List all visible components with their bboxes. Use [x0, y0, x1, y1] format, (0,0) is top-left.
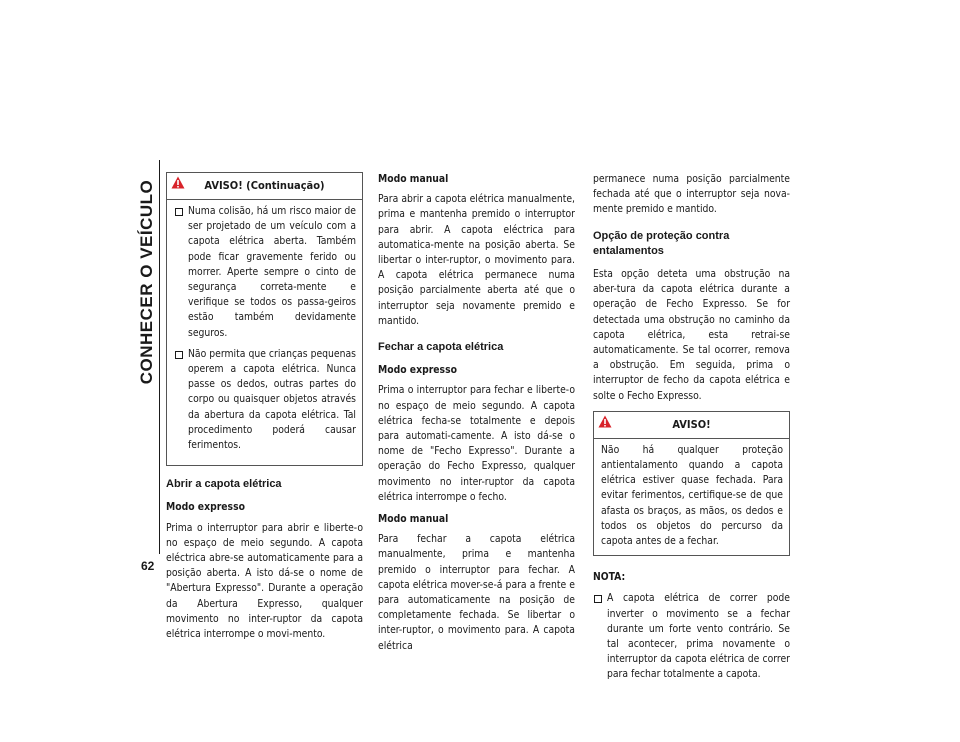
- warning-header: [167, 173, 362, 200]
- column-2: [378, 172, 575, 661]
- paragraph: Prima o interruptor para abrir e liberte-o no espaço de meio segundo. A capota eléctrica abre-se automaticamente para a posição aberta. A isto dá-se o nome de "Abertura Expresso". Durante a operação da Abertura Expresso, qualquer movimento no inter-ruptor da capota elétrica interrompe o movi-mento.: [166, 521, 363, 641]
- warning-title: AVISO!: [672, 417, 711, 431]
- note-item: A capota elétrica de correr pode inverter o movimento se a fechar durante um forte vento contrário. Se tal acontecer, prima novamente o interruptor da capota elétrica de correr para fechar totalmente a capota.: [593, 591, 790, 682]
- subheading: Modo manual: [378, 173, 449, 185]
- paragraph: Para fechar a capota elétrica manualmente, prima e mantenha premido o interruptor para fechar. A capota elétrica mover-se-á para a frente e para automaticamente na posição de completamente fechada. Se libertar o inter-ruptor, o movimento para. A capota elétrica: [378, 533, 575, 652]
- warning-text: Não há qualquer proteção antientalamento quando a capota elétrica estiver quase fechada. Para evitar ferimentos, certifique-se de que afasta os braços, as mãos, os dedos e todos os objetos do percurso da capota antes de a fechar.: [601, 443, 783, 548]
- paragraph: permanece numa posição parcialmente fechada até que o interruptor seja nova-mente premido e mantido.: [593, 173, 790, 216]
- warning-box: [593, 411, 790, 556]
- warning-item: Não permita que crianças pequenas operem a capota elétrica. Nunca passe os dedos, outras partes do corpo ou quaisquer objetos através da abertura da capota elétrica. Tal procedimento poderá causar ferimentos.: [174, 347, 356, 453]
- column-1: [166, 172, 363, 649]
- paragraph: Esta opção deteta uma obstrução na aber-tura da capota elétrica durante a operação de Fecho Expresso. Se for detectada uma obstrução no caminho da capota elétrica, esta retrai-se automaticamente. Se tal ocorrer, remova a obstrução. Em seguida, prima o interruptor de fecho da capota elétrica e solte o Fecho Expresso.: [593, 268, 790, 402]
- warning-header: [594, 412, 789, 439]
- column-3: [593, 172, 790, 683]
- paragraph: Para abrir a capota elétrica manualmente, prima e mantenha premido o interruptor para abrir. A capota eléctrica para automatica-mente na posição aberta. Se libertar o inter-ruptor, o movimento para. A capota elétrica permanece numa posição parcialmente aberta até que o interruptor seja novamente premido e mantido.: [378, 193, 575, 327]
- warning-body: [167, 200, 362, 465]
- paragraph: Prima o interruptor para fechar e liberte-o no espaço de meio segundo. A capota elétrica fecha-se totalmente e depois para automati-camente. A isto dá-se o nome de "Fecho Expresso". Durante a operação do Fecho Expresso, qualquer movimento no inter-ruptor da capota elétrica interrompe o fecho.: [378, 384, 575, 503]
- section-heading: Opção de proteção contra entalamentos: [593, 229, 730, 257]
- section-title: CONHECER O VEÍCULO: [137, 179, 156, 385]
- warning-title: AVISO! (Continuação): [204, 179, 325, 192]
- subheading: Modo expresso: [166, 501, 245, 514]
- note-label: NOTA:: [593, 571, 626, 584]
- note-list: [593, 591, 790, 682]
- section-tab: [136, 172, 158, 392]
- page-number: 62: [141, 559, 155, 573]
- subheading: Modo manual: [378, 513, 449, 526]
- subheading: Modo expresso: [378, 364, 457, 377]
- warning-body: [594, 439, 789, 555]
- section-divider: [159, 160, 160, 554]
- section-heading: Fechar a capota elétrica: [378, 341, 504, 354]
- section-heading: Abrir a capota elétrica: [166, 478, 282, 491]
- warning-item: Numa colisão, há um risco maior de ser projetado de um veículo com a capota elétrica aberta. Também pode ficar gravemente ferido ou morrer. Aperte sempre o cinto de segurança correta-mente e verifique se todos os passa-geiros estão também devidamente seguros.: [174, 204, 356, 341]
- warning-box-continued: [166, 172, 363, 466]
